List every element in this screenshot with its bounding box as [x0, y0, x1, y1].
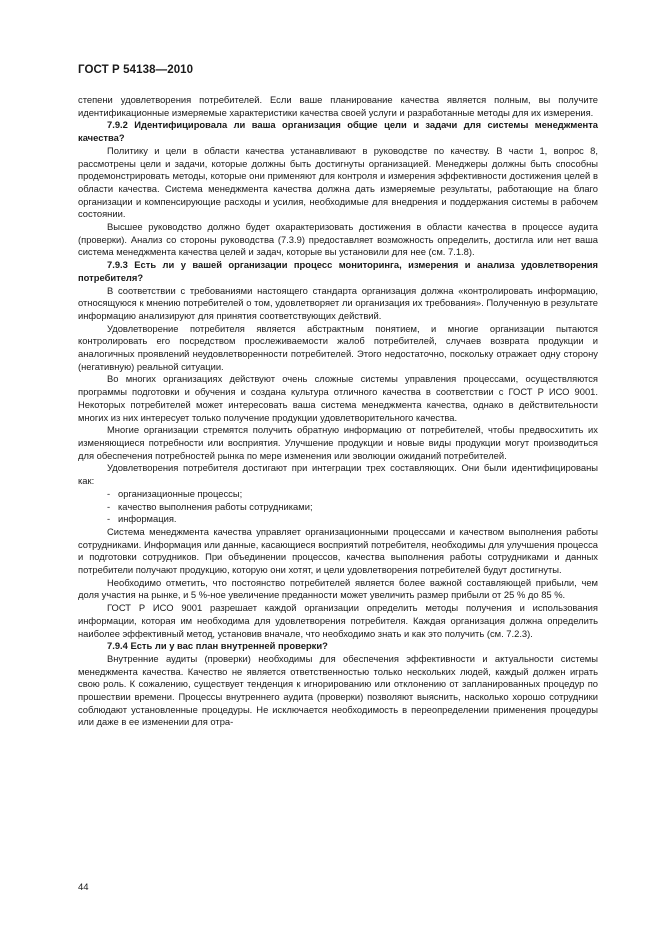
body-paragraph: Удовлетворение потребителя является абстрактным понятием, и многие организации пытаются контролировать его посредством прослеживаемости жалоб потребителей, случаев возврата продукции и аналогичных проявлений неудовлетворенности потребителей. Этого недостаточно, поскольку отражает одну сторону (негативную) реальной ситуации. [78, 322, 598, 372]
body-paragraph: Необходимо отметить, что постоянство потребителей является более важной составляющей прибыли, чем доля участия на рынке, и 5 %-ное увеличение преданности может увеличить размер прибыли от 25 % до 85 %. [78, 576, 598, 601]
list-dash: - [107, 487, 111, 499]
document-body [78, 94, 598, 729]
list-item-text: информация. [118, 513, 177, 525]
body-paragraph: Во многих организациях действуют очень сложные системы управления процессами, осуществляются программы подготовки и обучения и создана культура отличного качества в соответствии с ГОСТ Р ИСО 9001. Некоторых потребителей может интересовать ваша система менеджмента качества, однако в действительности многих из них интересует только получение продукции удовлетворительного качества. [78, 373, 598, 423]
section-heading: 7.9.4 Есть ли у вас план внутренней проверки? [107, 640, 328, 652]
body-paragraph: В соответствии с требованиями настоящего стандарта организация должна «контролировать информацию, относящуюся к мнению потребителей о том, удовлетворяет ли организация их требования». Полученную в результате информацию анализируют для принятия соответствующих действий. [78, 284, 598, 321]
body-paragraph: Высшее руководство должно будет охарактеризовать достижения в области качества в процессе аудита (проверки). Анализ со стороны руководства (7.3.9) предоставляет возможность определить, достигла или нет ваша система менеджмента качества целей и задач, которые вы установили для нее (см. 7.1.8). [78, 221, 598, 258]
list-item-text: организационные процессы; [118, 487, 243, 499]
body-paragraph: ГОСТ Р ИСО 9001 разрешает каждой организации определить методы получения и использования информации, которая им необходима для удовлетворения потребителя. Каждая организация должна определить наиболее эффективный метод, установив вначале, что необходимо знать и как это получить (см. 7.2.3). [78, 602, 598, 639]
document-header: ГОСТ Р 54138—2010 [78, 64, 194, 76]
list-dash: - [107, 513, 111, 525]
list-item-text: качество выполнения работы сотрудниками; [118, 500, 313, 512]
list-item [78, 488, 598, 501]
page-number: 44 [78, 882, 89, 893]
body-paragraph: Внутренние аудиты (проверки) необходимы для обеспечения эффективности и актуальности системы менеджмента качества. Качество не является ответственностью только нескольких людей, каждый должен играть свою роль. К сожалению, существует тенденция к игнорированию или отклонению от запланированных процедур по прошествии времени. Процессы внутреннего аудита (проверки) позволяют выяснить, насколько хорошо сотрудники соблюдают установленные процедуры. Не исключается необходимость в переопределении применения процедуры или даже в ее изменении для отра- [78, 652, 598, 728]
section-heading: 7.9.3 Есть ли у вашей организации процесс мониторинга, измерения и анализа удовлетворения потребителя? [78, 259, 598, 283]
section-heading: 7.9.2 Идентифицировала ли ваша организация общие цели и задачи для системы менеджмента качества? [78, 119, 598, 144]
list-dash: - [107, 500, 111, 512]
body-paragraph: Система менеджмента качества управляет организационными процессами и качеством выполнения работы сотрудниками. Информация или данные, касающиеся восприятий потребителя, необходимы для улучшения процесса и подготовки сотрудников. При объединении процессов, качества выполнения работы сотрудниками и данных потребители получают продукцию, которую они хотят, и цели удовлетворения потребителей будут достигнуты. [78, 525, 598, 576]
list-item [78, 513, 598, 526]
list-item [78, 501, 598, 514]
body-paragraph: Удовлетворения потребителя достигают при интеграции трех составляющих. Они были идентифицированы как: [78, 462, 598, 487]
body-paragraph: Политику и цели в области качества устанавливают в руководстве по качеству. В части 1, вопрос 8, рассмотрены цели и задачи, которые должны быть достигнуты организацией. Менеджеры должны быть способны продемонстрировать методы, которые они применяют для контроля и измерения эффективности достижения целей в области качества. Система менеджмента качества должна дать измеряемые результаты, работающие на благо организации и компенсирующие расходы и усилия, необходимые для внедрения и поддержания системы в рабочем состоянии. [78, 144, 598, 220]
body-paragraph: степени удовлетворения потребителей. Если ваше планирование качества является полным, вы получите идентификационные измеряемые характеристики качества своей услуги и разработанные методы для их измерения. [78, 94, 598, 118]
body-paragraph: Многие организации стремятся получить обратную информацию от потребителей, чтобы предвосхитить их изменяющиеся потребности или восприятия. Улучшение продукции и новые виды продукции могут производиться для обеспечения потребностей рынка по мере изменения или эволюции ожиданий потребителей. [78, 424, 598, 461]
